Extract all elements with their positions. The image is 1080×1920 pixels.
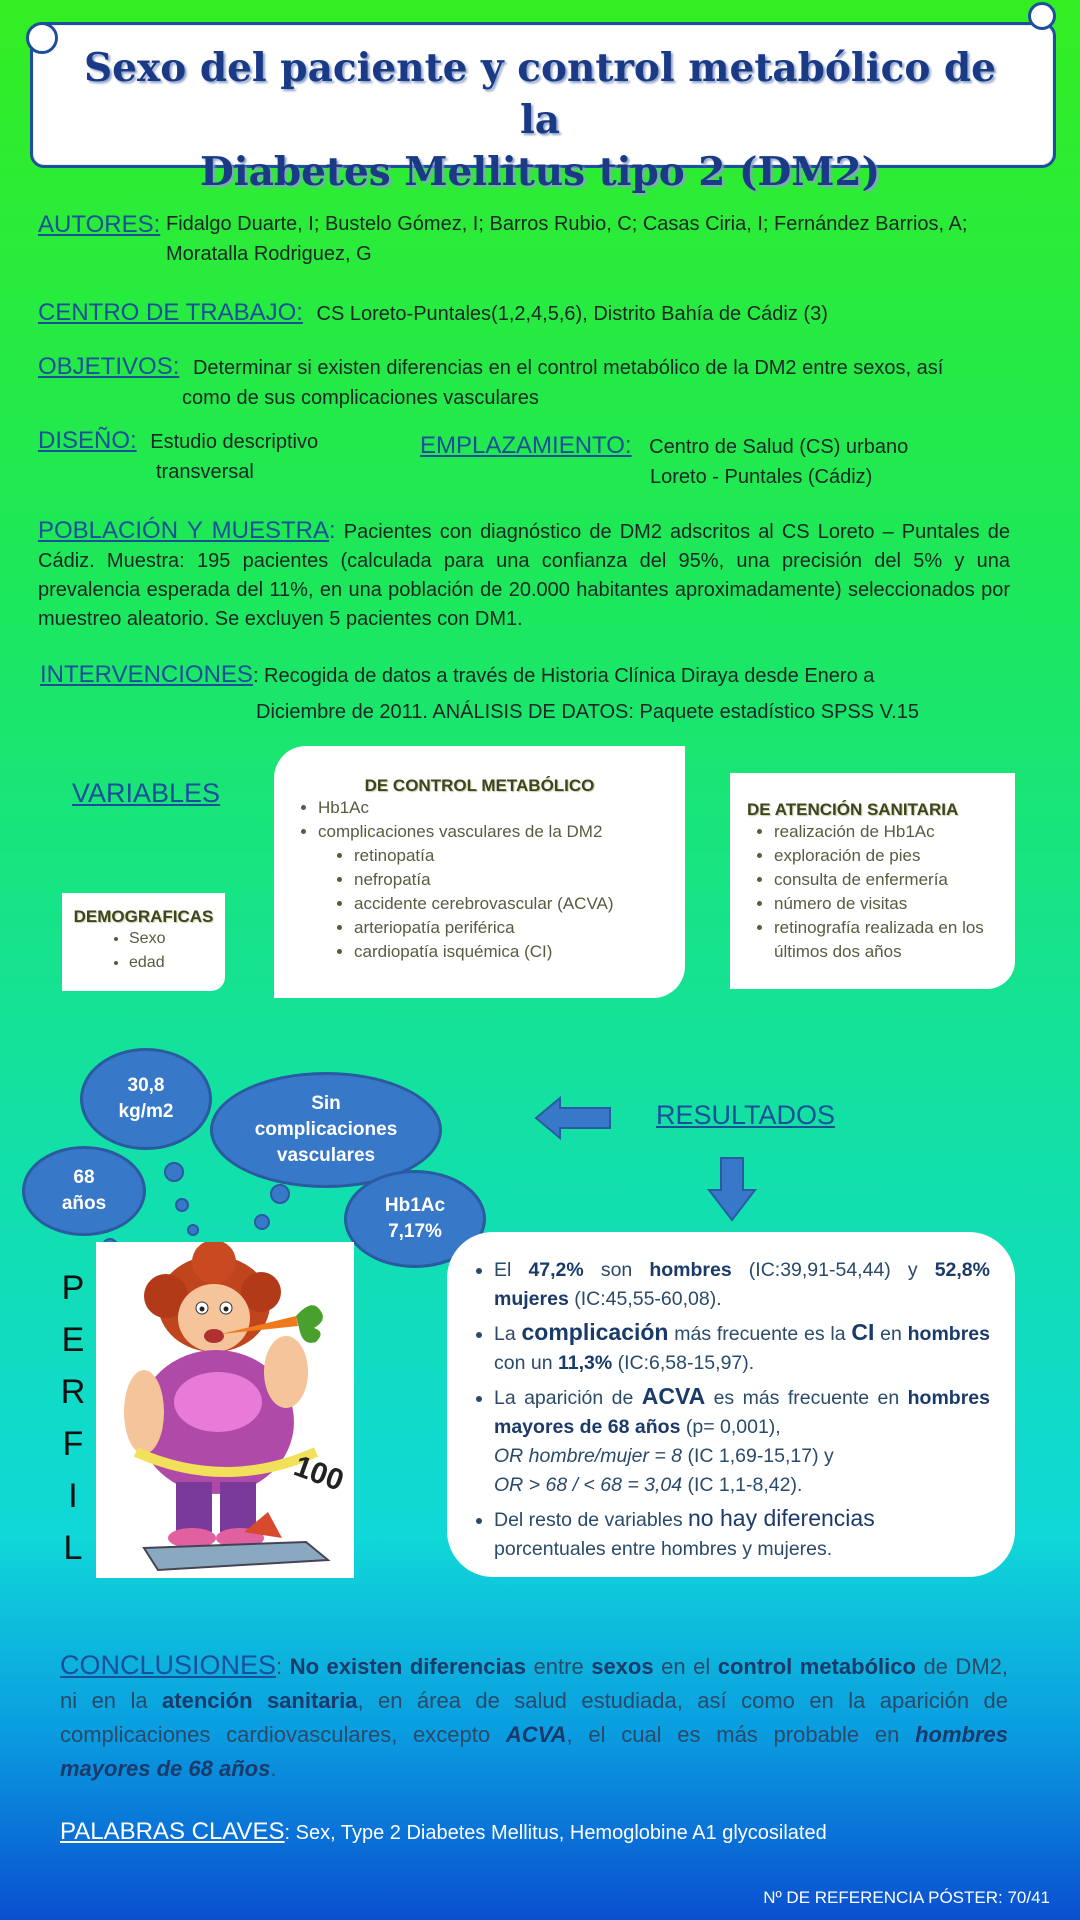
- control-subitem: • nefropatía: [354, 868, 685, 892]
- diseno-line-1: Estudio descriptivo: [150, 431, 319, 453]
- r2-e: en: [874, 1323, 908, 1345]
- r3-h: OR > 68 / < 68 = 3,04: [494, 1474, 683, 1496]
- thought-bubble: [175, 1198, 189, 1212]
- autores-line-1: Fidalgo Duarte, I; Bustelo Gómez, I; Barros Rubio, C; Casas Ciria, I; Fernández Barrios, A;: [166, 213, 968, 235]
- conclusiones-text: , el cual es más probable en: [566, 1722, 916, 1747]
- r3-b: ACVA: [641, 1383, 706, 1409]
- r1-g: mujeres: [494, 1288, 569, 1310]
- r3-f: OR hombre/mujer = 8: [494, 1445, 683, 1467]
- objetivos-line-1: Determinar si existen diferencias en el control metabólico de la DM2 entre sexos, así: [192, 357, 944, 379]
- poblacion-text: Pacientes con diagnóstico de DM2 adscritos al CS Loreto – Puntales de Cádiz. Muestra: 195 pacientes (calculada para una confianza del 95%, una precisión del 5% y una prevalencia esperada del 11%, en una población de 20.000 habitantes aproximadamente) seleccionados por muestreo aleatorio. Se excluyen 5 pacientes con DM1.: [38, 521, 1010, 630]
- variables-label: VARIABLES: [72, 778, 221, 808]
- r3-i: (IC 1,1-8,42).: [682, 1474, 803, 1496]
- conclusiones-label: CONCLUSIONES: [60, 1650, 277, 1680]
- objetivos-section: [38, 352, 1048, 413]
- resultado-item: [494, 1504, 990, 1564]
- arrow-left-icon: [534, 1096, 614, 1144]
- control-item: • Hb1Ac: [318, 796, 685, 820]
- r4-c: porcentuales entre hombres y mujeres.: [494, 1538, 833, 1560]
- r1-c: son: [583, 1259, 650, 1281]
- control-sublist: [332, 844, 685, 964]
- palabras-claves-label: PALABRAS CLAVES: [60, 1818, 285, 1845]
- r3-g: (IC 1,69-15,17) y: [682, 1445, 834, 1467]
- r2-g: con un: [494, 1352, 558, 1374]
- r1-e: (IC:39,91-54,44) y: [731, 1259, 935, 1281]
- conclusiones-section: [60, 1648, 1008, 1786]
- resultado-item: [494, 1318, 990, 1378]
- centro-section: [38, 298, 1048, 329]
- cloud-complicaciones-text: Sin complicaciones vasculares: [254, 1093, 398, 1166]
- autores-label: AUTORES:: [38, 211, 161, 238]
- title-line-1: Sexo del paciente y control metabólico de la: [84, 45, 996, 143]
- palabras-claves-text: : Sex, Type 2 Diabetes Mellitus, Hemoglobine A1 glycosilated: [284, 1822, 827, 1844]
- r2-h: 11,3%: [557, 1352, 613, 1374]
- cloud-hba1c-text: Hb1Ac 7,17%: [384, 1195, 446, 1242]
- emplazamiento-line-1: Centro de Salud (CS) urbano: [649, 436, 909, 458]
- emplazamiento-label: EMPLAZAMIENTO:: [420, 432, 632, 459]
- r4-b: no hay diferencias: [688, 1505, 875, 1531]
- r2-i: (IC:6,58-15,97).: [612, 1352, 755, 1374]
- intervenciones-section: [40, 657, 1040, 730]
- perfil-letter: R: [60, 1373, 86, 1411]
- thought-bubble: [187, 1224, 199, 1236]
- patient-illustration: [96, 1242, 354, 1578]
- cloud-imc: [80, 1048, 212, 1150]
- objetivos-label: OBJETIVOS:: [38, 353, 180, 380]
- conclusiones-bold: atención sanitaria: [162, 1688, 358, 1713]
- demograficas-item: • Sexo: [129, 927, 225, 951]
- control-subitem: • retinopatía: [354, 844, 685, 868]
- perfil-letter: E: [61, 1321, 85, 1359]
- control-item: • complicaciones vasculares de la DM2: [318, 820, 685, 844]
- conclusiones-bold: hombres mayores de 68 años: [60, 1722, 1008, 1781]
- diseno-label: DISEÑO:: [38, 427, 137, 454]
- r2-a: La: [494, 1323, 522, 1345]
- poster-title: [60, 42, 1020, 198]
- atencion-sanitaria-box: [730, 773, 1015, 989]
- centro-label: CENTRO DE TRABAJO:: [38, 299, 303, 326]
- r3-c: es más frecuente en: [705, 1387, 908, 1409]
- demograficas-item: • edad: [129, 951, 225, 975]
- thought-bubble: [164, 1162, 184, 1182]
- r1-d: hombres: [649, 1259, 732, 1281]
- atencion-item: • retinografía realizada en los últimos dos años: [774, 916, 1004, 964]
- emplazamiento-section: [420, 431, 1040, 492]
- r4-a: Del resto de variables: [494, 1509, 689, 1531]
- conclusiones-text: :: [276, 1654, 290, 1679]
- conclusiones-text: .: [270, 1756, 277, 1781]
- svg-text:100: 100: [289, 1449, 348, 1498]
- diseno-line-2: transversal: [156, 461, 254, 483]
- demograficas-title: DEMOGRAFICAS: [73, 907, 214, 926]
- resultados-label: RESULTADOS: [656, 1100, 836, 1130]
- autores-section: [38, 210, 1048, 265]
- control-list: [296, 796, 685, 844]
- conclusiones-text: en el: [653, 1654, 718, 1679]
- conclusiones-text: entre: [526, 1654, 592, 1679]
- cloud-edad: [22, 1146, 146, 1236]
- r1-h: (IC:45,55-60,08).: [568, 1288, 722, 1310]
- atencion-list: [752, 820, 1004, 964]
- woman-on-scale-illustration: [96, 1242, 354, 1578]
- conclusiones-bold: sexos: [591, 1654, 654, 1679]
- poster-reference: Nº DE REFERENCIA PÓSTER: 70/41: [763, 1888, 1050, 1907]
- r1-a: El: [494, 1259, 529, 1281]
- arrow-down-icon: [707, 1156, 757, 1226]
- intervenciones-line-1: : Recogida de datos a través de Historia Clínica Diraya desde Enero a: [252, 665, 875, 687]
- atencion-title: DE ATENCIÓN SANITARIA: [747, 800, 959, 819]
- r3-d: hombres mayores de 68 años: [494, 1387, 990, 1438]
- r2-c: más frecuente es la: [668, 1323, 852, 1345]
- perfil-letter: L: [63, 1529, 83, 1567]
- conclusiones-bold: ACVA: [505, 1722, 567, 1747]
- cloud-edad-text: 68 años: [61, 1167, 107, 1214]
- resultados-list: [470, 1256, 990, 1564]
- perfil-letter: I: [68, 1477, 78, 1515]
- r1-f: 52,8%: [934, 1259, 990, 1281]
- title-line-2: Diabetes Mellitus tipo 2 (DM2): [199, 149, 881, 195]
- control-subitem: • arteriopatía periférica: [354, 916, 685, 940]
- cloud-imc-text: 30,8 kg/m2: [118, 1075, 174, 1122]
- scroll-curl-right: [1028, 2, 1056, 30]
- atencion-item: • realización de Hb1Ac: [774, 820, 1004, 844]
- thought-bubble: [254, 1214, 270, 1230]
- scroll-curl-left: [26, 22, 58, 54]
- palabras-claves-section: [60, 1818, 827, 1846]
- r2-f: hombres: [907, 1323, 990, 1345]
- intervenciones-label: INTERVENCIONES: [40, 661, 253, 688]
- r1-b: 47,2%: [528, 1259, 584, 1281]
- diseno-section: [38, 426, 378, 487]
- control-title: DE CONTROL METABÓLICO: [364, 776, 595, 795]
- atencion-item: • consulta de enfermería: [774, 868, 1004, 892]
- conclusiones-bold: No existen diferencias: [289, 1654, 527, 1679]
- demograficas-list: [107, 927, 225, 975]
- control-metabolico-box: [274, 746, 685, 998]
- control-subitem: • cardiopatía isquémica (CI): [354, 940, 685, 964]
- atencion-item: • exploración de pies: [774, 844, 1004, 868]
- autores-line-2: Moratalla Rodriguez, G: [166, 243, 372, 265]
- conclusiones-text: , en área de salud estudiada, así como en la aparición de complicaciones cardiovasculares, excepto: [60, 1688, 1008, 1747]
- intervenciones-line-2: Diciembre de 2011. ANÁLISIS DE DATOS: Paquete estadístico SPSS V.15: [256, 701, 919, 723]
- poblacion-section: [38, 516, 1010, 634]
- perfil-letter: F: [62, 1425, 84, 1463]
- demograficas-box: [62, 893, 225, 991]
- r2-b: complicación: [521, 1319, 669, 1345]
- emplazamiento-line-2: Loreto - Puntales (Cádiz): [650, 466, 873, 488]
- r3-e: (p= 0,001),: [680, 1416, 781, 1438]
- perfil-letter: P: [61, 1269, 85, 1307]
- r3-a: La aparición de: [494, 1387, 642, 1409]
- atencion-item: • número de visitas: [774, 892, 1004, 916]
- poblacion-label: POBLACIÓN Y MUESTRA: [38, 517, 329, 544]
- objetivos-line-2: como de sus complicaciones vasculares: [182, 387, 539, 409]
- thought-bubble: [270, 1184, 290, 1204]
- centro-text: CS Loreto-Puntales(1,2,4,5,6), Distrito Bahía de Cádiz (3): [316, 303, 828, 325]
- resultado-item: [494, 1382, 990, 1500]
- conclusiones-bold: control metabólico: [717, 1654, 916, 1679]
- control-subitem: • accidente cerebrovascular (ACVA): [354, 892, 685, 916]
- perfil-vertical-label: [58, 1262, 88, 1574]
- conclusiones-text: de DM2, ni en la: [60, 1654, 1008, 1713]
- r2-d: CI: [851, 1319, 875, 1345]
- poblacion-colon: :: [328, 517, 336, 544]
- resultado-item: [494, 1256, 990, 1314]
